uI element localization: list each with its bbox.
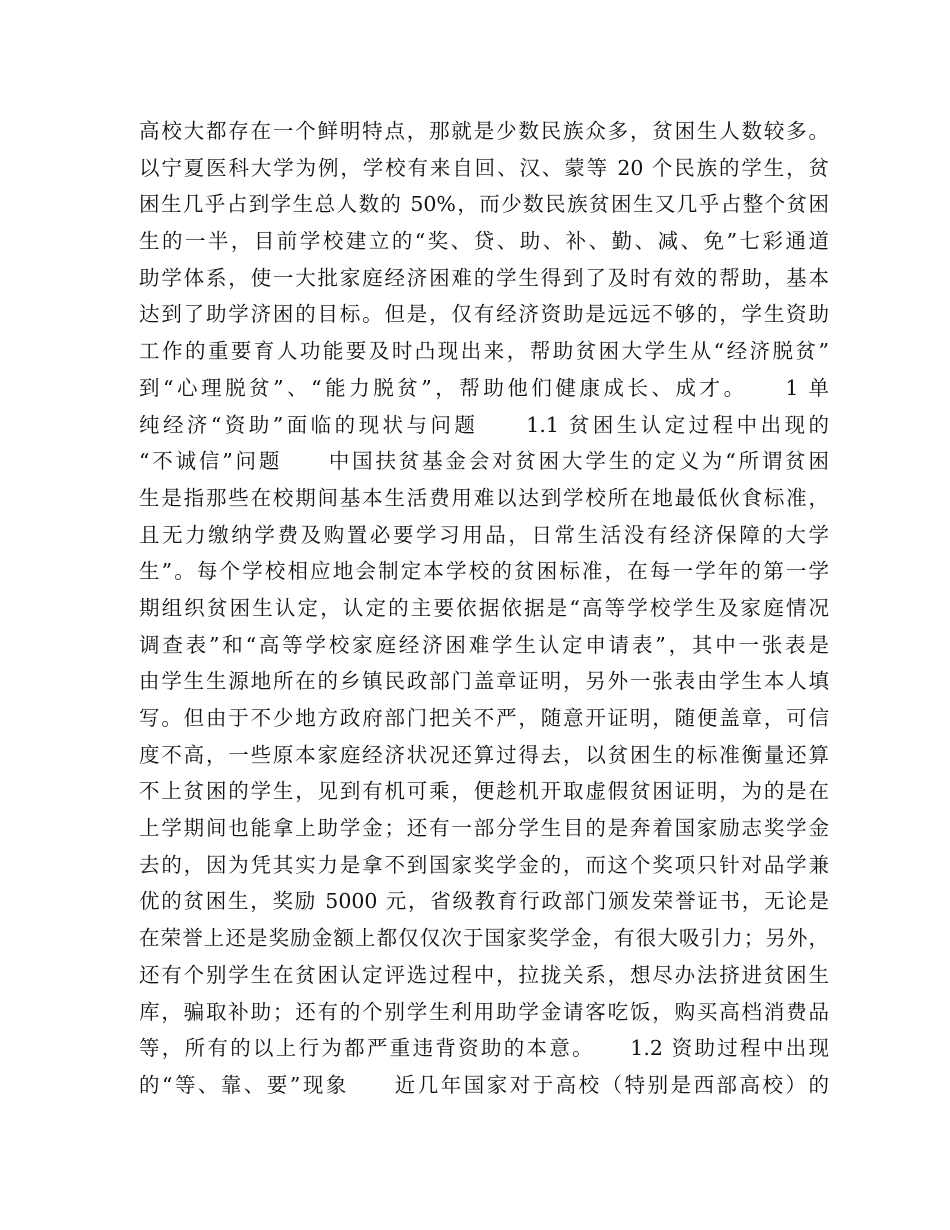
text-line: 库，骗取补助；还有的个别学生利用助学金请客吃饭，购买高档消费品 xyxy=(139,999,829,1024)
text-line: 度不高，一些原本家庭经济状况还算过得去，以贫困生的标准衡量还算 xyxy=(139,742,829,767)
text-line: 助学体系，使一大批家庭经济困难的学生得到了及时有效的帮助，基本 xyxy=(139,265,829,290)
text-line: 生是指那些在校期间基本生活费用难以达到学校所在地最低伙食标准， xyxy=(139,485,829,510)
text-line: 生”。每个学校相应地会制定本学校的贫困标准，在每一学年的第一学 xyxy=(139,559,829,584)
text-line: 的“等、靠、要”现象 近几年国家对于高校（特别是西部高校）的 xyxy=(139,1072,829,1097)
text-line: 去的，因为凭其实力是拿不到国家奖学金的，而这个奖项只针对品学兼 xyxy=(139,852,829,877)
text-line: 纯经济“资助”面临的现状与问题 1.1 贫困生认定过程中出现的 xyxy=(139,412,829,437)
text-line: 不上贫困的学生，见到有机可乘，便趁机开取虚假贫困证明，为的是在 xyxy=(139,779,829,804)
text-line: 达到了助学济困的目标。但是，仅有经济资助是远远不够的，学生资助 xyxy=(139,302,829,327)
body-text xyxy=(139,113,829,1104)
text-line: 生的一半，目前学校建立的“奖、贷、助、补、勤、减、免”七彩通道 xyxy=(139,229,829,254)
text-line: 高校大都存在一个鲜明特点，那就是少数民族众多，贫困生人数较多。 xyxy=(139,119,829,143)
text-line: 且无力缴纳学费及购置必要学习用品，日常生活没有经济保障的大学 xyxy=(139,522,829,547)
text-line: 调查表”和“高等学校家庭经济困难学生认定申请表”，其中一张表是 xyxy=(139,632,829,657)
text-line: 由学生生源地所在的乡镇民政部门盖章证明，另外一张表由学生本人填 xyxy=(139,669,829,694)
text-line: 写。但由于不少地方政府部门把关不严，随意开证明，随便盖章，可信 xyxy=(139,706,829,730)
text-line: 以宁夏医科大学为例，学校有来自回、汉、蒙等 20 个民族的学生，贫 xyxy=(139,155,829,180)
text-line: 上学期间也能拿上助学金；还有一部分学生目的是奔着国家励志奖学金 xyxy=(139,816,829,841)
text-line: 困生几乎占到学生总人数的 50%，而少数民族贫困生又几乎占整个贫困 xyxy=(139,192,829,217)
text-line: 期组织贫困生认定，认定的主要依据依据是“高等学校学生及家庭情况 xyxy=(139,595,829,620)
text-line: 到“心理脱贫”、“能力脱贫”，帮助他们健康成长、成才。 1 单 xyxy=(139,375,829,400)
text-line: 等，所有的以上行为都严重违背资助的本意。 1.2 资助过程中出现 xyxy=(139,1036,829,1061)
text-line: 在荣誉上还是奖励金额上都仅仅次于国家奖学金，有很大吸引力；另外， xyxy=(139,926,829,951)
text-line: 优的贫困生，奖励 5000 元，省级教育行政部门颁发荣誉证书，无论是 xyxy=(139,889,829,914)
text-line: 工作的重要育人功能要及时凸现出来，帮助贫困大学生从“经济脱贫” xyxy=(139,339,829,364)
text-line: “不诚信”问题 中国扶贫基金会对贫困大学生的定义为“所谓贫困 xyxy=(139,449,829,474)
text-line: 还有个别学生在贫困认定评选过程中，拉拢关系，想尽办法挤进贫困生 xyxy=(139,962,829,987)
